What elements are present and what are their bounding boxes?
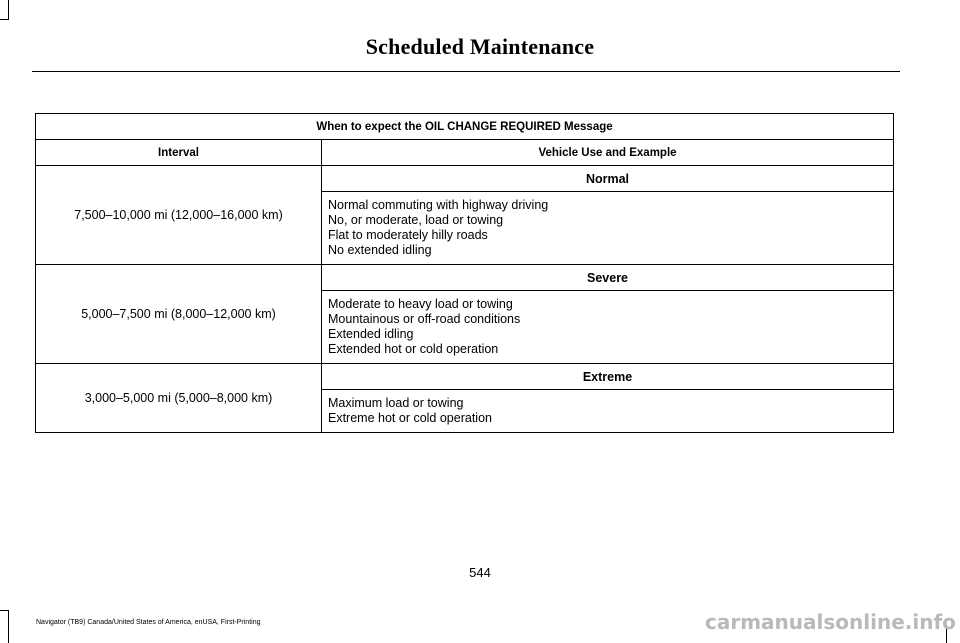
watermark: carmanualsonline.info xyxy=(705,610,956,634)
header-rule xyxy=(32,71,900,72)
list-item: Extended idling xyxy=(328,327,414,341)
edition-footer: Navigator (TB9) Canada/United States of America, enUSA, First-Printing xyxy=(36,619,261,626)
list-item: Extended hot or cold operation xyxy=(328,342,499,356)
list-item: Normal commuting with highway driving xyxy=(328,198,549,212)
table-row-normal xyxy=(36,166,894,192)
interval-cell: 7,500–10,000 mi (12,000–16,000 km) xyxy=(36,166,322,265)
column-header-vehicle-use: Vehicle Use and Example xyxy=(322,140,894,166)
description-cell xyxy=(322,291,894,364)
description-cell xyxy=(322,192,894,265)
interval-cell: 3,000–5,000 mi (5,000–8,000 km) xyxy=(36,364,322,433)
list-item: Moderate to heavy load or towing xyxy=(328,297,513,311)
crop-mark-bottom-left-v xyxy=(8,610,9,643)
oil-change-table xyxy=(35,113,894,433)
crop-mark-top-left-h xyxy=(0,19,9,20)
list-item: No, or moderate, load or towing xyxy=(328,213,504,227)
list-item: Mountainous or off-road conditions xyxy=(328,312,521,326)
page-number: 544 xyxy=(469,565,491,580)
table-row-severe xyxy=(36,265,894,291)
category-label: Normal xyxy=(322,166,894,192)
category-label: Severe xyxy=(322,265,894,291)
column-header-interval: Interval xyxy=(36,140,322,166)
list-item: Extreme hot or cold operation xyxy=(328,411,492,425)
table-caption: When to expect the OIL CHANGE REQUIRED Message xyxy=(36,114,894,140)
list-item: Maximum load or towing xyxy=(328,396,464,410)
interval-cell: 5,000–7,500 mi (8,000–12,000 km) xyxy=(36,265,322,364)
crop-mark-top-left-v xyxy=(8,0,9,20)
category-label: Extreme xyxy=(322,364,894,390)
page-title: Scheduled Maintenance xyxy=(365,34,595,59)
list-item: Flat to moderately hilly roads xyxy=(328,228,488,242)
description-cell xyxy=(322,390,894,433)
crop-mark-bottom-left-h xyxy=(0,610,9,611)
table-row-extreme xyxy=(36,364,894,390)
list-item: No extended idling xyxy=(328,243,432,257)
table-caption-row xyxy=(36,114,894,140)
table-header-row xyxy=(36,140,894,166)
